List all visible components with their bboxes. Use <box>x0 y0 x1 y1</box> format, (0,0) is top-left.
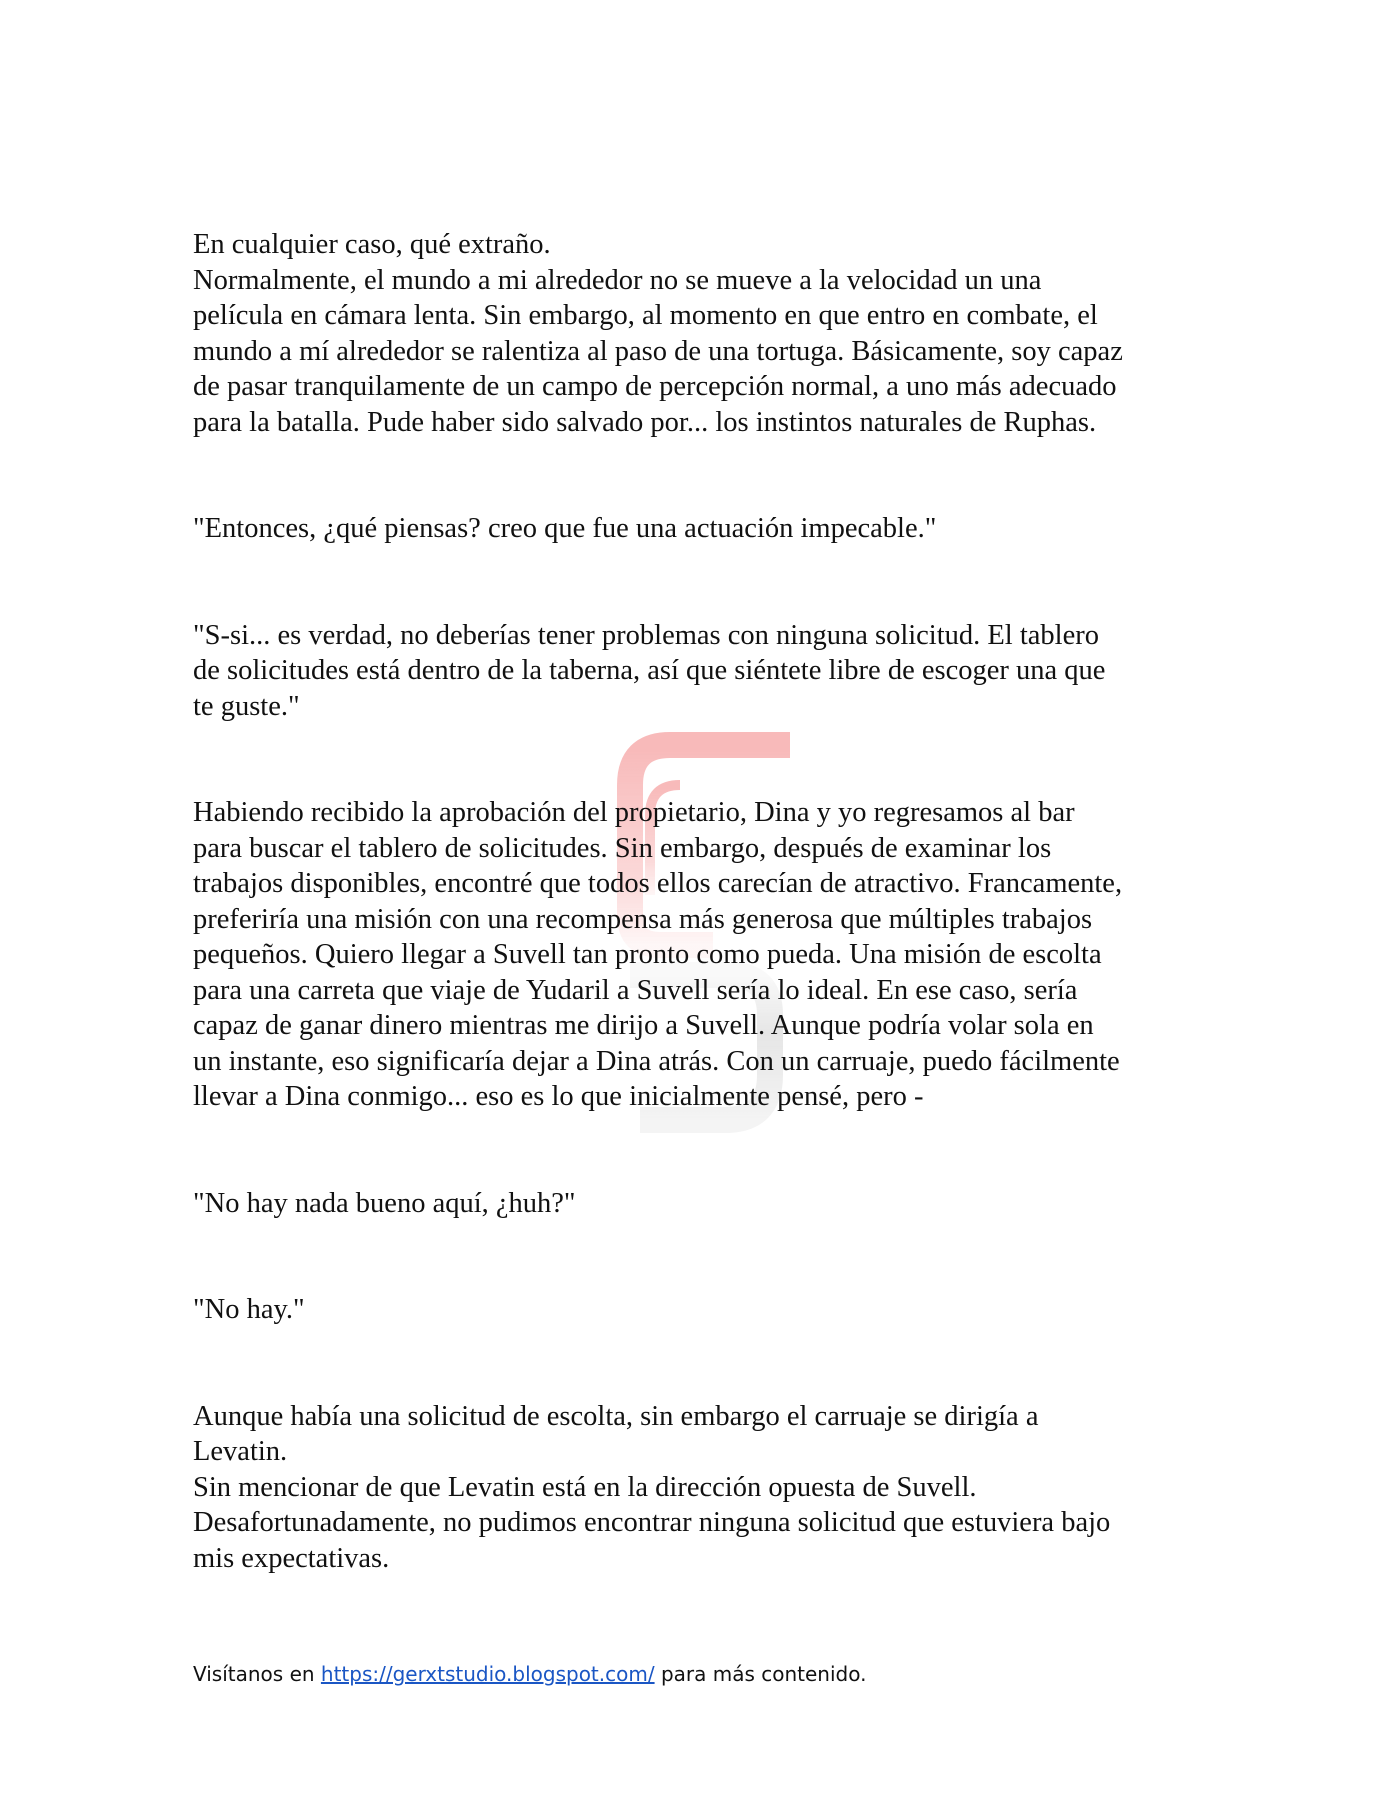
text-line: para una carreta que viaje de Yudaril a Suvell sería lo ideal. En ese caso, sería <box>193 974 1078 1006</box>
paragraph-spacer <box>193 1115 1223 1186</box>
text-line: "Entonces, ¿qué piensas? creo que fue una actuación impecable." <box>193 513 937 544</box>
blog-link[interactable]: https://gerxtstudio.blogspot.com/ <box>320 1662 655 1686</box>
text-line: para buscar el tablero de solicitudes. Sin embargo, después de examinar los <box>193 832 1052 864</box>
text-line: un instante, eso significaría dejar a Dina atrás. Con un carruaje, puedo fácilmente <box>193 1045 1120 1077</box>
dialogue-paragraph <box>193 511 1223 547</box>
text-line: película en cámara lenta. Sin embargo, al momento en que entro en combate, el <box>193 300 1098 331</box>
paragraph-spacer <box>193 1328 1223 1399</box>
dialogue-paragraph <box>193 1186 1223 1222</box>
text-line: pequeños. Quiero llegar a Suvell tan pronto como pueda. Una misión de escolta <box>193 939 1102 970</box>
chapter-text <box>193 227 1223 1576</box>
text-line: capaz de ganar dinero mientras me dirijo a Suvell. Aunque podría volar sola en <box>193 1010 1094 1041</box>
text-line: mis expectativas. <box>193 1542 390 1574</box>
text-line: Sin mencionar de que Levatin está en la dirección opuesta de Suvell. <box>193 1471 977 1503</box>
dialogue-paragraph <box>193 618 1223 725</box>
text-line: Normalmente, el mundo a mi alrededor no se mueve a la velocidad un una <box>193 264 1042 296</box>
paragraph <box>193 795 1223 1115</box>
paragraph-spacer <box>193 440 1223 511</box>
text-line: "S-si... es verdad, no deberías tener problemas con ninguna solicitud. El tablero <box>193 619 1099 651</box>
text-line: Desafortunadamente, no pudimos encontrar ninguna solicitud que estuviera bajo <box>193 1507 1111 1538</box>
footer-note <box>193 1661 866 1687</box>
text-line: "No hay nada bueno aquí, ¿huh?" <box>193 1187 576 1219</box>
text-line: trabajos disponibles, encontré que todos ellos carecían de atractivo. Francamente, <box>193 868 1123 899</box>
paragraph-spacer <box>193 1221 1223 1292</box>
text-line: de solicitudes está dentro de la taberna, así que siéntete libre de escoger una que <box>193 655 1106 686</box>
text-line: Habiendo recibido la aprobación del propietario, Dina y yo regresamos al bar <box>193 797 1075 828</box>
footer-suffix: para más contenido. <box>660 1662 867 1686</box>
paragraph-spacer <box>193 724 1223 795</box>
text-line: Aunque había una solicitud de escolta, sin embargo el carruaje se dirigía a <box>193 1400 1039 1432</box>
text-line: mundo a mí alrededor se ralentiza al paso de una tortuga. Básicamente, soy capaz <box>193 335 1123 367</box>
text-line: de pasar tranquilamente de un campo de percepción normal, a uno más adecuado <box>193 371 1117 402</box>
dialogue-paragraph <box>193 1292 1223 1328</box>
text-line: En cualquier caso, qué extraño. <box>193 229 551 260</box>
text-line: "No hay." <box>193 1294 305 1325</box>
text-line: te guste." <box>193 690 300 722</box>
text-line: llevar a Dina conmigo... eso es lo que inicialmente pensé, pero - <box>193 1081 924 1112</box>
paragraph <box>193 1399 1223 1577</box>
footer-prefix: Visítanos en <box>193 1662 315 1686</box>
paragraph <box>193 227 1223 440</box>
paragraph-spacer <box>193 547 1223 618</box>
text-line: para la batalla. Pude haber sido salvado por... los instintos naturales de Ruphas. <box>193 406 1097 438</box>
text-line: preferiría una misión con una recompensa más generosa que múltiples trabajos <box>193 903 1093 935</box>
text-line: Levatin. <box>193 1436 288 1467</box>
